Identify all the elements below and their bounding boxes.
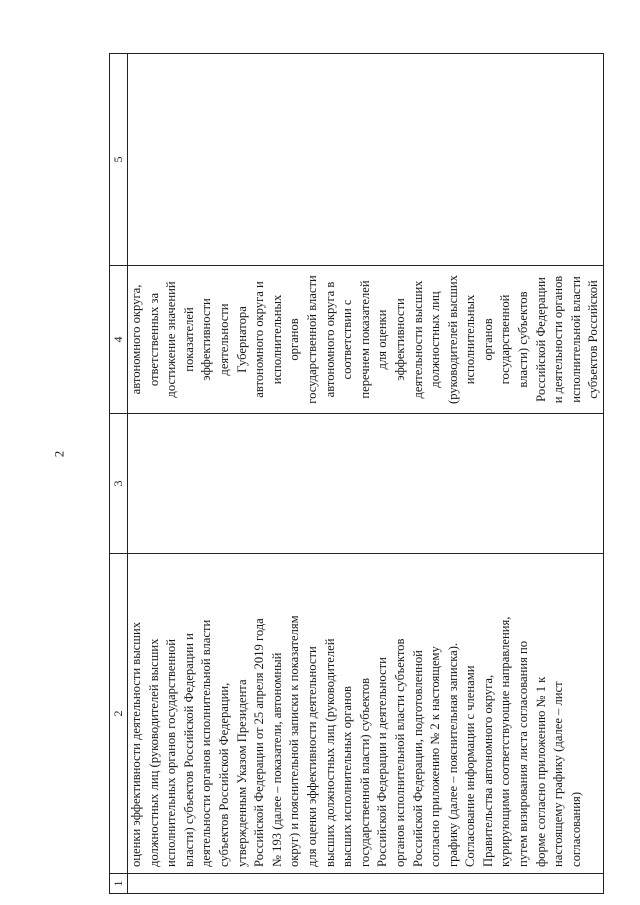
cell-responsible: автономного округа, ответственных за достижение значений показателей эффективности деятельности Губернатора автономного округа и исполнительных органов государственной власти автономного округа в соответствии с перечнем показателей для оценки эффективности деятельности высших должностных лиц (руководителей высших исполнительных органов государственной власти) субъектов Российской Федерации и деятельности органов исполнительной власти субъектов Российской — [128, 266, 604, 414]
page-number: 2 — [51, 450, 67, 458]
column-header-1: 1 — [110, 874, 128, 894]
table-header-row — [110, 54, 128, 894]
schedule-table — [109, 53, 604, 894]
table-row — [128, 54, 604, 894]
column-header-5: 5 — [110, 54, 128, 266]
cell-number — [128, 874, 604, 894]
column-header-4: 4 — [110, 266, 128, 414]
column-header-2: 2 — [110, 554, 128, 874]
rotated-table-container — [109, 54, 601, 894]
column-header-3: 3 — [110, 414, 128, 554]
cell-notes — [128, 54, 604, 266]
cell-activity-description: оценки эффективности деятельности высших должностных лиц (руководителей высших исполнительных органов государственной власти) субъектов Российской Федерации и деятельности органов исполнительной власти субъектов Российской Федерации, утвержденным Указом Президента Российской Федерации от 25 апреля 2019 года № 193 (далее – показатели, автономный округ) и пояснительной записки к показателям для оценки эффективности деятельности высших должностных лиц (руководителей высших исполнительных органов государственной власти) субъектов Российской Федерации и деятельности органов исполнительной власти субъектов Российской Федерации, подготовленной согласно приложению № 2 к настоящему графику (далее – пояснительная записка). Согласование информации с членами Правительства автономного округа, курирующими соответствующие направления, путем визирования листа согласования по форме согласно приложению № 1 к настоящему графику (далее – лист согласования) — [128, 554, 604, 874]
cell-deadline — [128, 414, 604, 554]
